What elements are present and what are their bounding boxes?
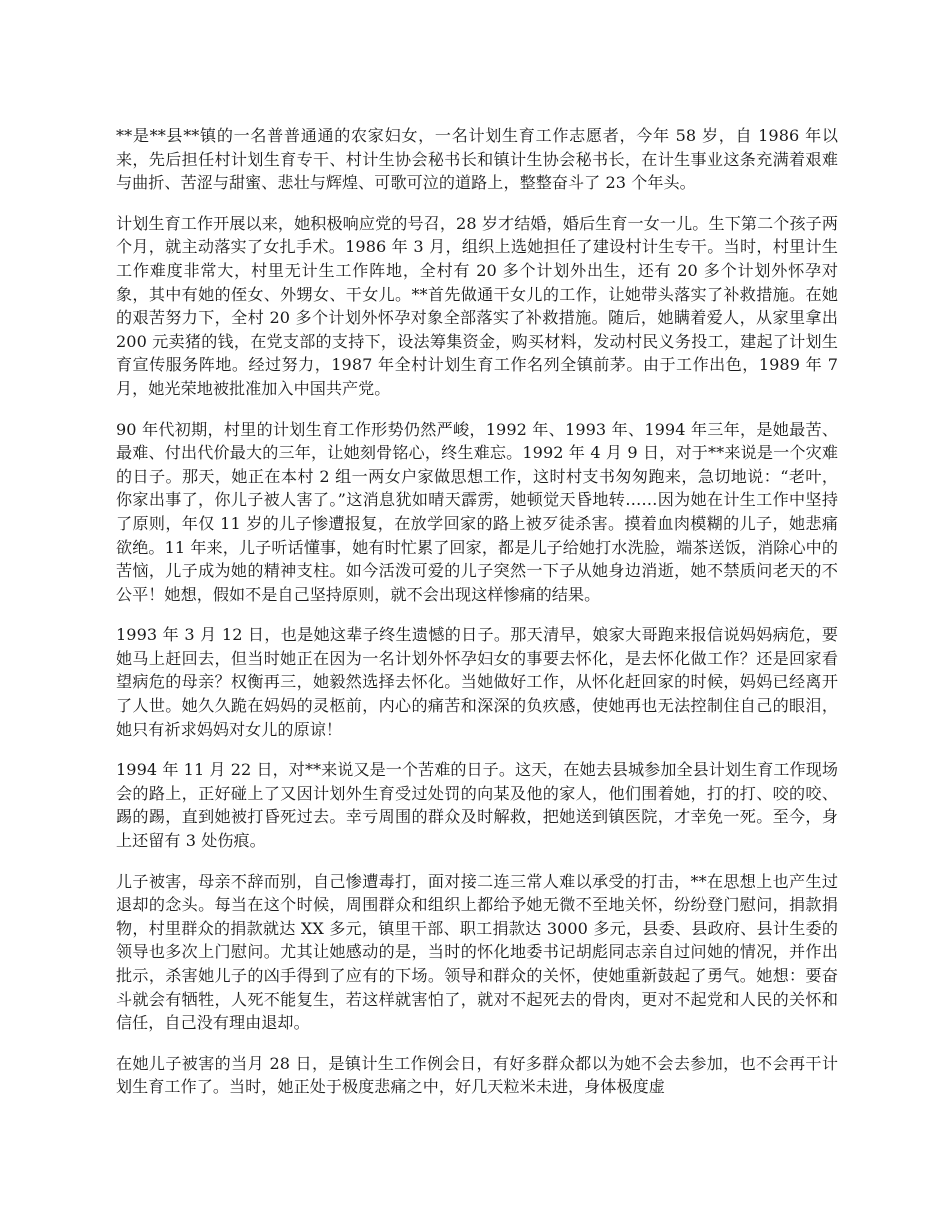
paragraph-1993: 1993 年 3 月 12 日，也是她这辈子终生遗憾的日子。那天清早，娘家大哥跑来报信说妈妈病危，要她马上赶回去，但当时她正在因为一名计划外怀孕妇女的事要去怀化，是去怀化做工作？还是回家看望病危的母亲？权衡再三，她毅然选择去怀化。当她做好工作，从怀化赶回家的时候，妈妈已经离开了人世。她久久跪在妈妈的灵柩前，内心的痛苦和深深的负疚感，使她再也无法控制住自己的眼泪，她只有祈求妈妈对女儿的原谅！ bbox=[116, 625, 838, 739]
paragraph-support: 儿子被害，母亲不辞而别，自己惨遭毒打，面对接二连三常人难以承受的打击，**在思想上也产生过退却的念头。每当在这个时候，周围群众和组织上都给予她无微不至地关怀，纷纷登门慰问，捐款捐物，村里群众的捐款就达 XX 多元，镇里干部、职工捐款达 3000 多元，县委、县政府、县计生委的领导也多次上门慰问。尤其让她感动的是，当时的怀化地委书记胡彪同志亲自过问她的情况，并作出批示，杀害她儿子的凶手得到了应有的下场。领导和群众的关怀，使她重新鼓起了勇气。她想：要奋斗就会有牺牲，人死不能复生，若这样就害怕了，就对不起死去的骨肉，更对不起党和人民的关怀和信任，自己没有理由退却。 bbox=[116, 871, 838, 1033]
paragraph-1994: 1994 年 11 月 22 日，对**来说又是一个苦难的日子。这天，在她去县城参加全县计划生育工作现场会的路上，正好碰上了又因计划外生育受过处罚的向某及他的家人，他们围着她，打的打、咬的咬、踢的踢，直到她被打昏死过去。幸亏周围的群众及时解救，把她送到镇医院，才幸免一死。至今，身上还留有 3 处伤痕。 bbox=[116, 760, 838, 851]
paragraph-early-work: 计划生育工作开展以来，她积极响应党的号召，28 岁才结婚，婚后生育一女一儿。生下第二个孩子两个月，就主动落实了女扎手术。1986 年 3 月，组织上选她担任了建设村计生专干。当时，村里计生工作难度非常大，村里无计生工作阵地，全村有 20 多个计划外出生，还有 20 多个计划外怀孕对象，其中有她的侄女、外甥女、干女儿。**首先做通干女儿的工作，让她带头落实了补救措施。在她的艰苦努力下，全村 20 多个计划外怀孕对象全部落实了补救措施。随后，她瞒着爱人，从家里拿出 200 元卖猪的钱，在党支部的支持下，设法筹集资金，购买材料，发动村民义务投工，建起了计划生育宣传服务阵地。经过努力，1987 年全村计划生育工作名列全镇前茅。由于工作出色，1989 年 7 月，她光荣地被批准加入中国共产党。 bbox=[116, 213, 838, 398]
document-body bbox=[116, 124, 838, 1116]
paragraph-intro: **是**县**镇的一名普普通通的农家妇女，一名计划生育工作志愿者，今年 58 岁，自 1986 年以来，先后担任村计划生育专干、村计生协会秘书长和镇计生协会秘书长，在计生事业这条充满着艰难与曲折、苦涩与甜蜜、悲壮与辉煌、可歌可泣的道路上，整整奋斗了 23 个年头。 bbox=[116, 126, 838, 193]
paragraph-1992: 90 年代初期，村里的计划生育工作形势仍然严峻，1992 年、1993 年、1994 年三年，是她最苦、最难、付出代价最大的三年，让她刻骨铭心，终生难忘。1992 年 4 月 9 日，对于**来说是一个灾难的日子。那天，她正在本村 2 组一两女户家做思想工作，这时村支书匆匆跑来，急切地说：“老叶，你家出事了，你儿子被人害了。”这消息犹如晴天霹雳，她顿觉天昏地转……因为她在计生工作中坚持了原则，年仅 11 岁的儿子惨遭报复，在放学回家的路上被歹徒杀害。摸着血肉模糊的儿子，她悲痛欲绝。11 年来，儿子听话懂事，她有时忙累了回家，都是儿子给她打水洗脸，端茶送饭，消除心中的苦恼，儿子成为她的精神支柱。如今活泼可爱的儿子突然一下子从她身边消逝，她不禁质问老天的不公平！她想，假如不是自己坚持原则，就不会出现这样惨痛的结果。 bbox=[116, 419, 838, 604]
paragraph-meeting: 在她儿子被害的当月 28 日，是镇计生工作例会日，有好多群众都以为她不会去参加，也不会再干计划生育工作了。当时，她正处于极度悲痛之中，好几天粒米未进，身体极度虚 bbox=[116, 1053, 838, 1097]
